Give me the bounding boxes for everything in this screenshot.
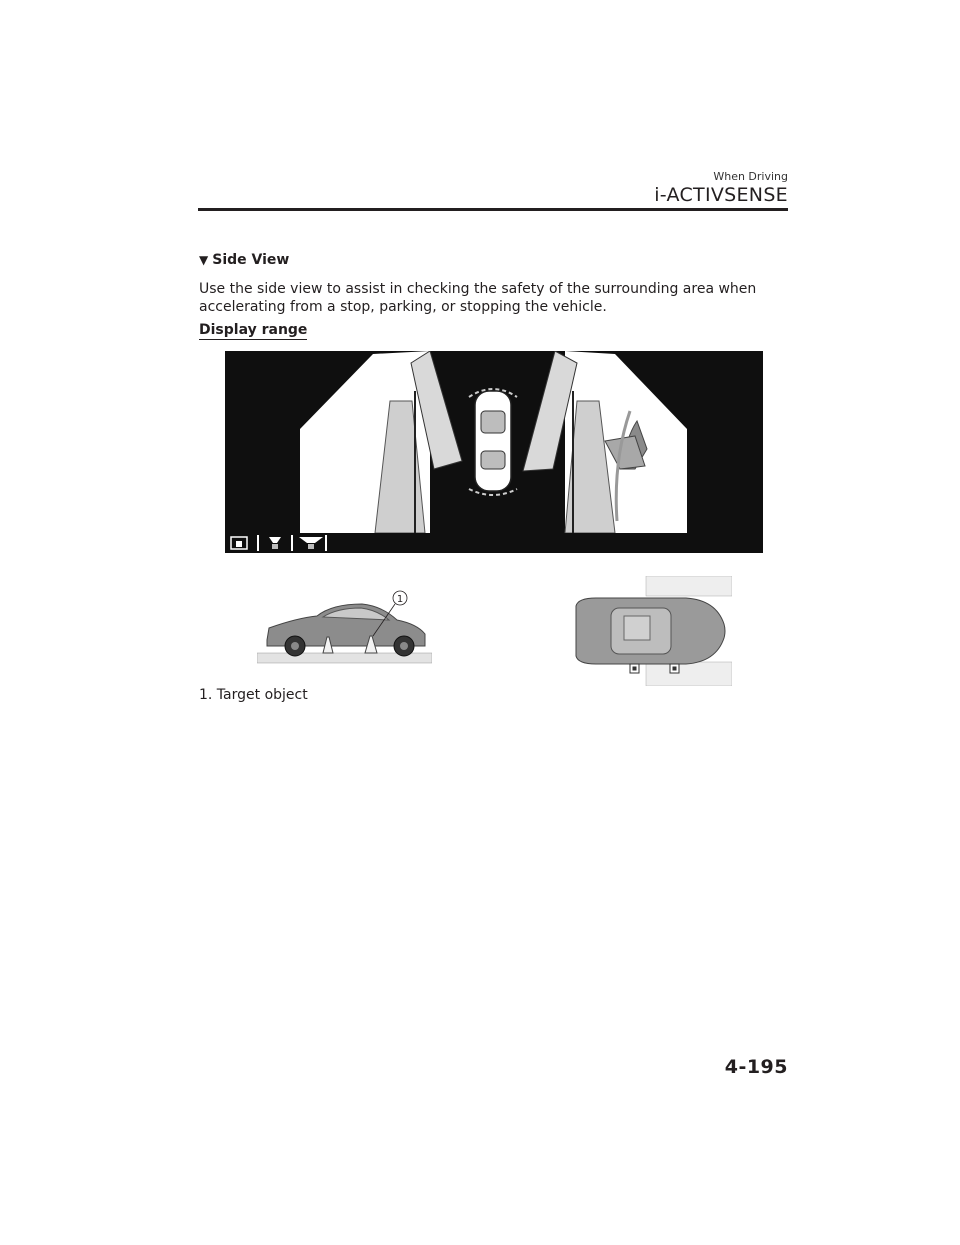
car-top-sunroof bbox=[624, 616, 650, 640]
display-range-heading: Display range bbox=[199, 322, 308, 338]
icon-divider bbox=[325, 535, 327, 551]
vehicle-side-illustration bbox=[257, 590, 432, 665]
callout-label: 1. Target object bbox=[199, 687, 308, 703]
header-rule bbox=[198, 208, 788, 211]
vehicle-top-view bbox=[469, 389, 517, 495]
sensor-area-top bbox=[646, 576, 732, 596]
icon-divider bbox=[291, 535, 293, 551]
section-marker: ▼ bbox=[199, 253, 209, 267]
side-view-screen bbox=[225, 351, 763, 553]
icon-bar bbox=[225, 533, 763, 553]
header-chapter: When Driving bbox=[713, 170, 788, 183]
header-section: i-ACTIVSENSE bbox=[654, 184, 788, 206]
icon-divider bbox=[257, 535, 259, 551]
sensor-area-bottom bbox=[646, 662, 732, 686]
page-number: 4-195 bbox=[724, 1056, 788, 1078]
section-title-text: Side View bbox=[212, 252, 290, 268]
section-body: Use the side view to assist in checking the safety of the surrounding area when accelerating from a stop, parking, or stopping the vehicle. bbox=[199, 281, 757, 315]
vehicle-top-illustration bbox=[566, 576, 732, 686]
sensor-icon bbox=[670, 664, 679, 673]
sensor-icon bbox=[630, 664, 639, 673]
callout-number: 1 bbox=[396, 594, 404, 605]
section-title bbox=[199, 252, 289, 268]
